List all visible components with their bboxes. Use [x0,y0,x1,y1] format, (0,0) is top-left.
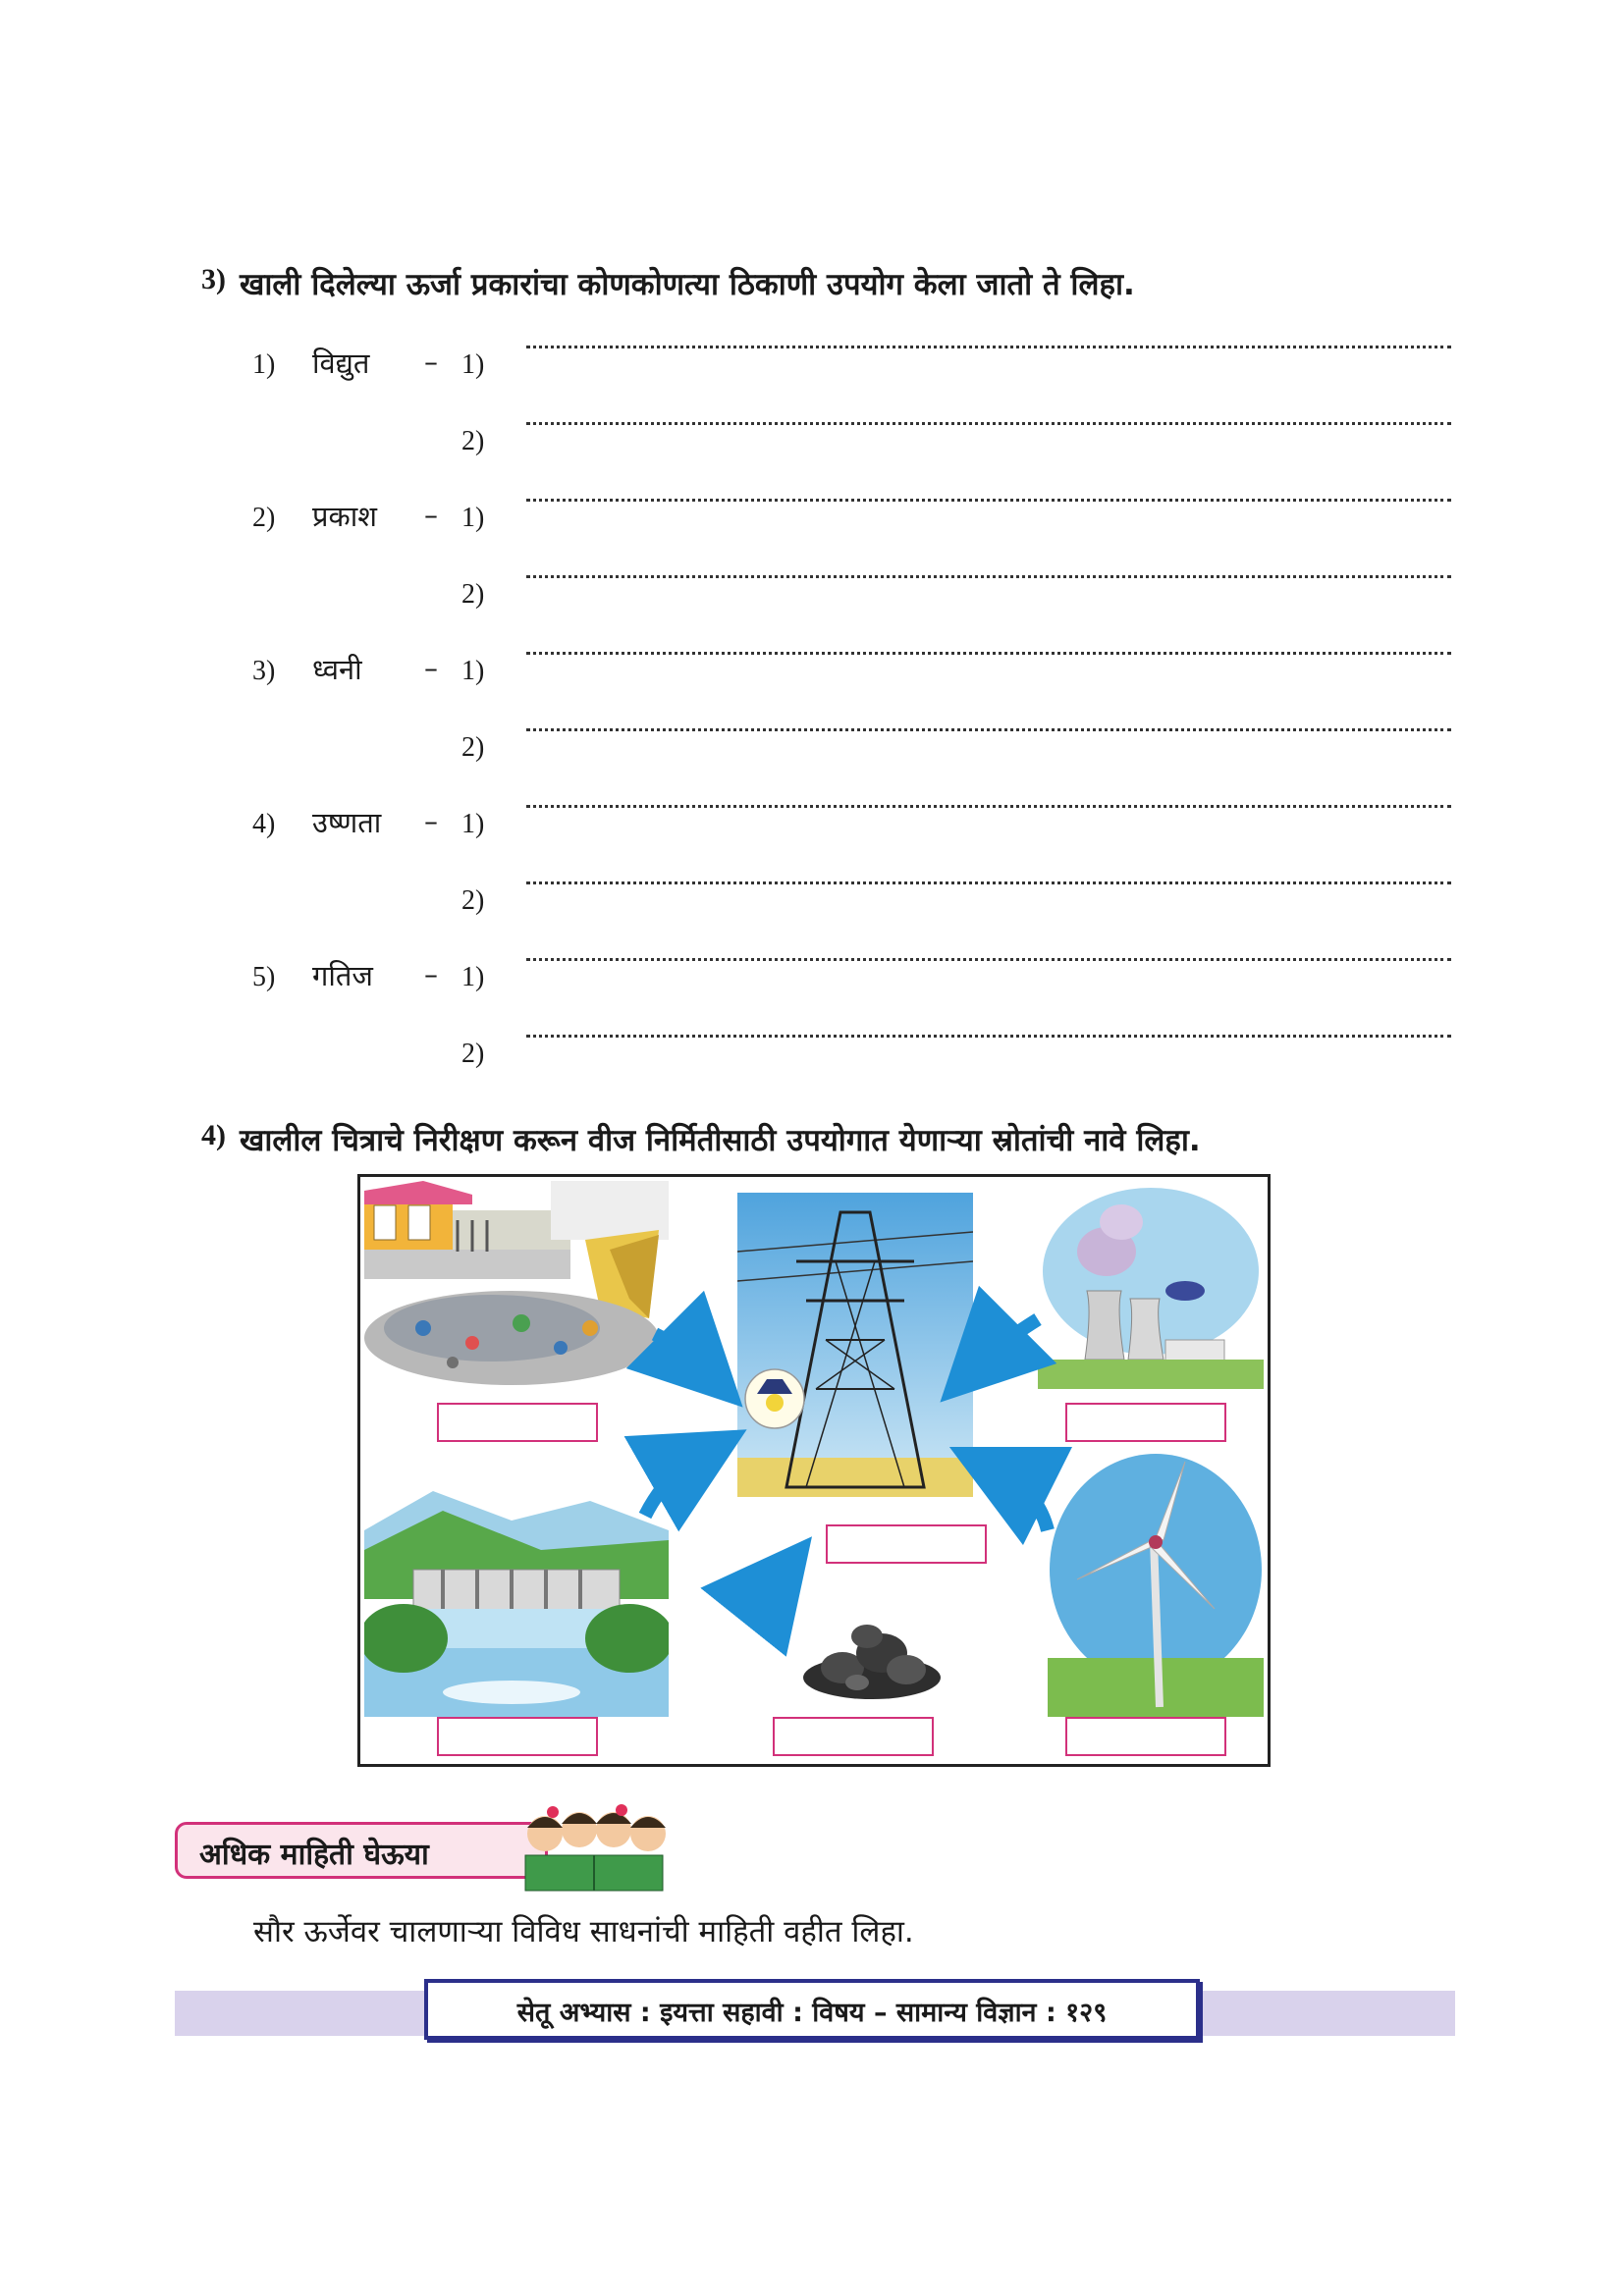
arrows-layer [360,1177,1268,1764]
answer-line[interactable] [526,346,1451,352]
dash: – [424,499,438,531]
question-text: खाली दिलेल्या ऊर्जा प्रकारांचा कोणकोणत्या ठिकाणी उपयोग केला जातो ते लिहा. [240,267,1135,302]
energy-name: गतिज [312,959,373,992]
energy-row [0,497,1624,546]
answer-number: 1) [461,809,485,839]
answer-line[interactable] [526,881,1451,888]
item-number: 4) [252,809,276,839]
energy-row-second [0,573,1624,622]
energy-row [0,650,1624,699]
item-number: 5) [252,962,276,992]
answer-line[interactable] [526,499,1451,506]
energy-row-second [0,880,1624,929]
energy-row [0,803,1624,852]
answer-number: 1) [461,503,485,533]
answer-box-waste[interactable] [437,1403,598,1442]
answer-line[interactable] [526,728,1451,735]
energy-row-second [0,420,1624,469]
answer-number: 1) [461,349,485,380]
dash: – [424,346,438,378]
answer-box-hydro[interactable] [437,1717,598,1756]
item-number: 2) [252,503,276,533]
energy-row [0,344,1624,393]
question-number: 3) [201,263,226,295]
answer-box-wind[interactable] [1065,1717,1226,1756]
energy-row-second [0,1033,1624,1082]
picture-panel [357,1174,1271,1767]
energy-name: ध्वनी [312,653,362,686]
info-banner [175,1822,548,1879]
children-reading-illustration [506,1796,673,1895]
answer-line[interactable] [526,805,1451,812]
question-3-heading [201,263,1135,304]
answer-box-thermal[interactable] [1065,1403,1226,1442]
energy-row [0,956,1624,1005]
dash: – [424,958,438,990]
energy-name: विद्युत [312,347,370,380]
answer-number: 1) [461,962,485,992]
banner-title: अधिक माहिती घेऊया [199,1838,429,1872]
energy-name: प्रकाश [312,500,378,533]
question-number: 4) [201,1119,226,1151]
answer-number: 2) [461,426,485,456]
question-4-heading [201,1119,1201,1160]
answer-number: 2) [461,1039,485,1069]
energy-name: उष्णता [312,806,382,839]
footer-box [424,1979,1200,2040]
info-text: सौर ऊर्जेवर चालणाऱ्या विविध साधनांची माहिती वहीत लिहा. [253,1914,914,1949]
answer-line[interactable] [526,575,1451,582]
answer-box-coal[interactable] [773,1717,934,1756]
dash: – [424,652,438,684]
answer-line[interactable] [526,652,1451,659]
footer-text: सेतू अभ्यास : इयत्ता सहावी : विषय – सामान्य विज्ञान : १२९ [516,1998,1108,2028]
answer-number: 2) [461,579,485,610]
answer-number: 1) [461,656,485,686]
answer-line[interactable] [526,958,1451,965]
item-number: 3) [252,656,276,686]
answer-line[interactable] [526,1035,1451,1041]
answer-line[interactable] [526,422,1451,429]
answer-number: 2) [461,732,485,763]
dash: – [424,805,438,837]
answer-box-tower[interactable] [826,1524,987,1564]
answer-number: 2) [461,885,485,916]
question-text: खालील चित्राचे निरीक्षण करून वीज निर्मितीसाठी उपयोगात येणाऱ्या स्रोतांची नावे लिहा. [240,1123,1201,1158]
item-number: 1) [252,349,276,380]
energy-row-second [0,726,1624,775]
